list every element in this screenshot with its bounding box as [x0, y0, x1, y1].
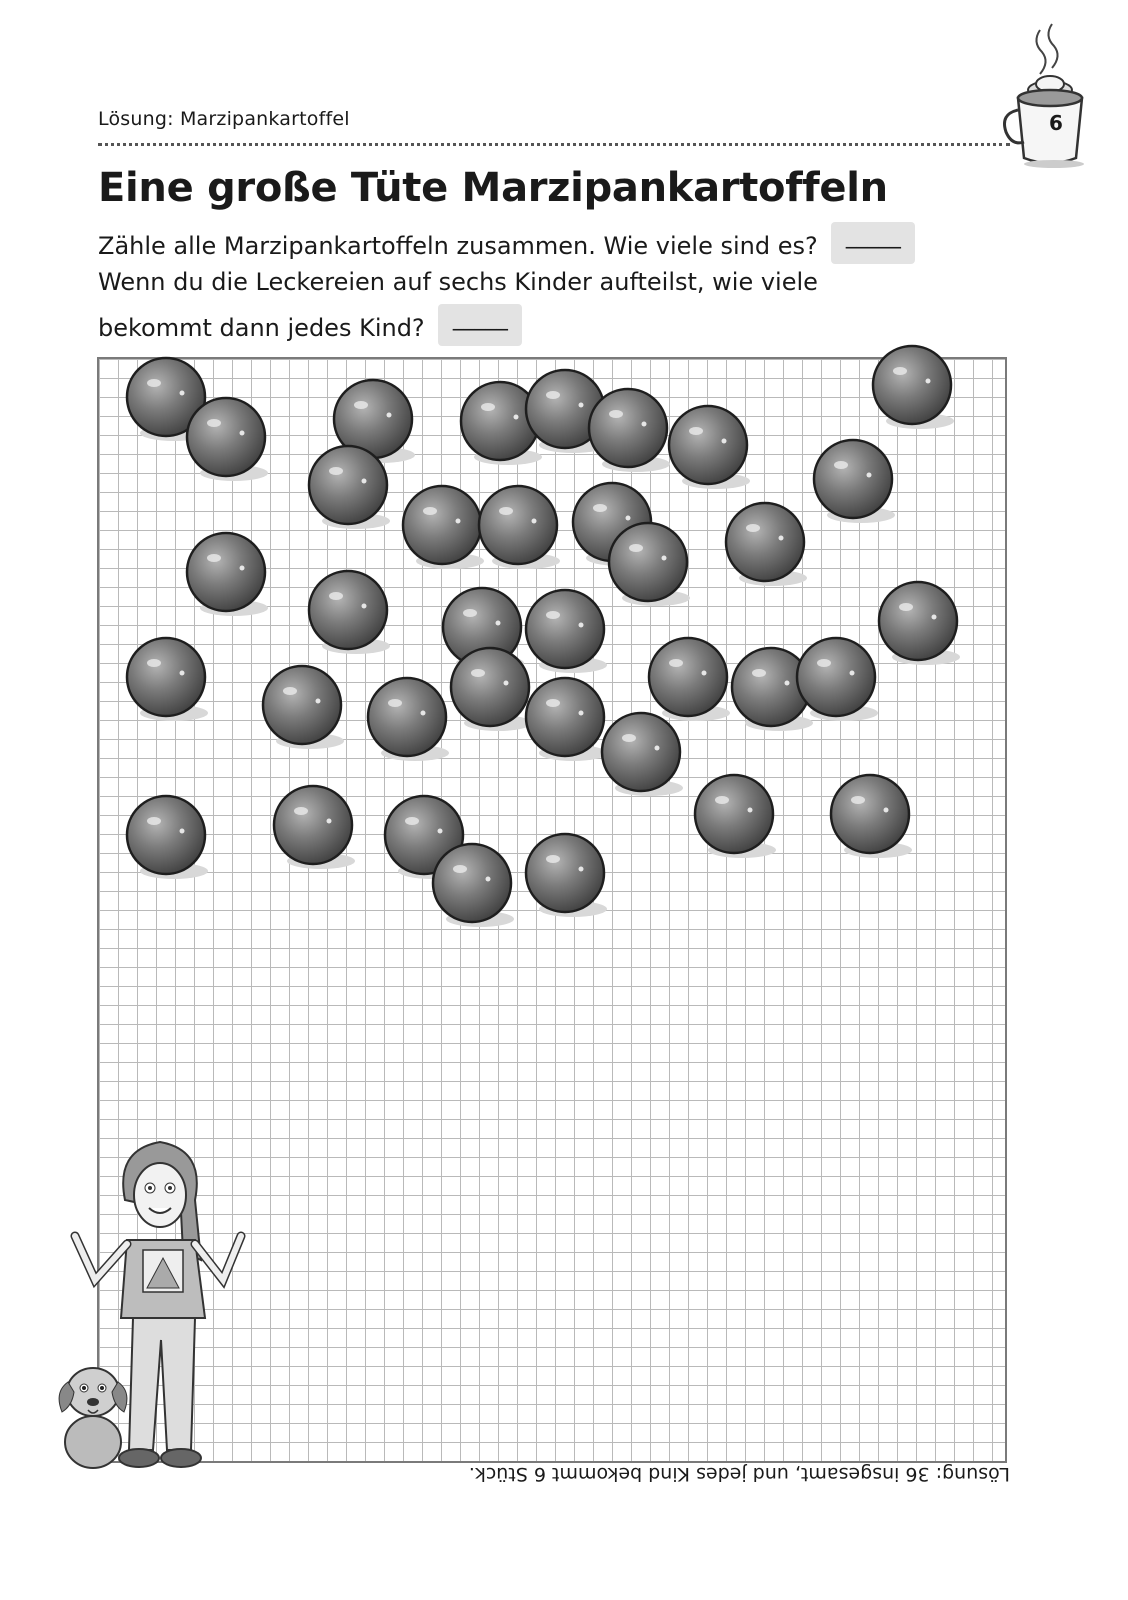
- marzipan-ball: [368, 678, 449, 761]
- question-one-text: Zähle alle Marzipankartoffeln zusammen. Wie viele sind es?: [98, 232, 818, 260]
- marzipan-ball: [526, 590, 607, 673]
- page-number: 6: [1049, 111, 1063, 135]
- marzipan-ball: [526, 834, 607, 917]
- answer-blank-one[interactable]: _____: [831, 222, 915, 264]
- marzipan-ball: [526, 678, 607, 761]
- page-title: Eine große Tüte Marzipankartoffeln: [98, 165, 888, 211]
- marzipan-ball: [649, 638, 730, 721]
- marzipan-ball: [127, 638, 208, 721]
- marzipan-ball: [814, 440, 895, 523]
- marzipan-ball: [609, 523, 690, 606]
- marzipan-ball: [274, 786, 355, 869]
- marzipan-ball: [479, 486, 560, 569]
- answer-blank-two[interactable]: _____: [438, 304, 522, 346]
- marzipan-ball: [127, 796, 208, 879]
- upside-down-solution: Lösung: 36 insgesamt, und jedes Kind bekommt 6 Stück.: [468, 1463, 1010, 1485]
- marzipan-ball: [403, 486, 484, 569]
- marzipan-ball: [451, 648, 532, 731]
- marzipan-ball: [831, 775, 912, 858]
- marzipan-ball: [187, 398, 268, 481]
- marzipan-ball: [589, 389, 670, 472]
- marzipan-ball: [602, 713, 683, 796]
- marzipan-balls: [127, 346, 960, 927]
- marzipan-ball: [309, 571, 390, 654]
- marzipan-ball: [879, 582, 960, 665]
- question-two-line-one: Wenn du die Leckereien auf sechs Kinder aufteilst, wie viele: [98, 268, 818, 296]
- marzipan-ball: [433, 844, 514, 927]
- marzipan-ball: [309, 446, 390, 529]
- marzipan-ball: [726, 503, 807, 586]
- marzipan-ball: [263, 666, 344, 749]
- dog-illustration: [48, 1352, 138, 1472]
- header-label: Lösung: Marzipankartoffel: [98, 108, 350, 130]
- marzipan-ball: [669, 406, 750, 489]
- marzipan-ball: [797, 638, 878, 721]
- marzipan-ball: [187, 533, 268, 616]
- question-two-text: bekommt dann jedes Kind?: [98, 314, 425, 342]
- marzipan-ball: [695, 775, 776, 858]
- marzipan-ball: [873, 346, 954, 429]
